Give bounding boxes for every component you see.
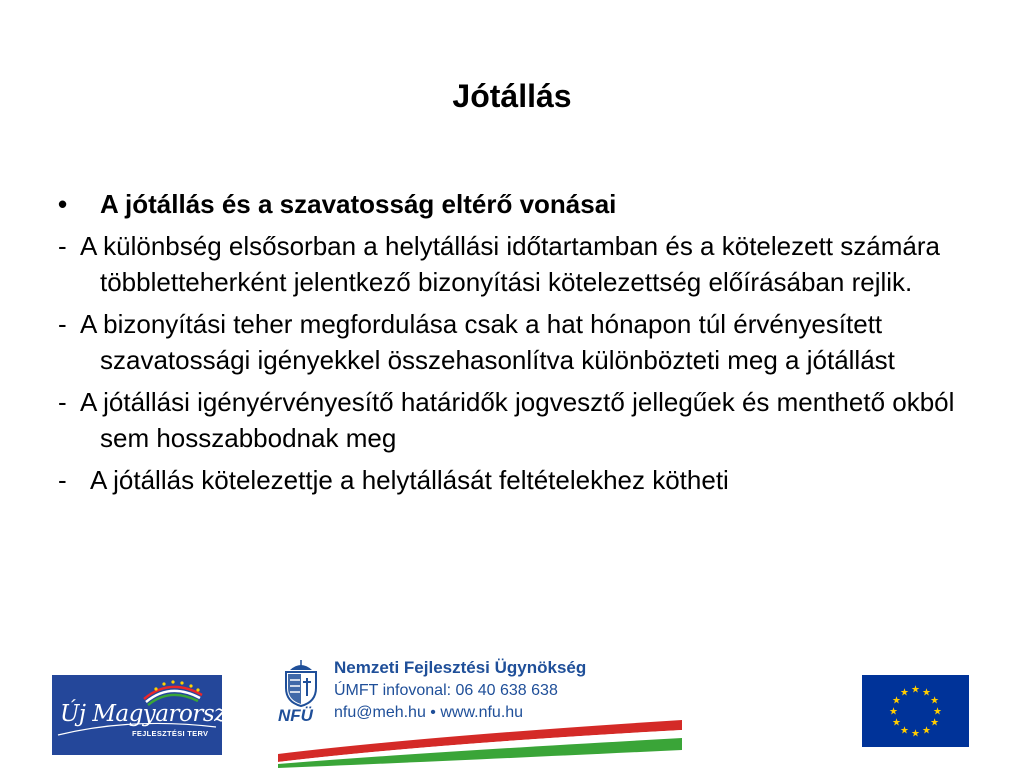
paragraph-4 xyxy=(58,462,978,498)
paragraph-text: A jótállási igényérvényesítő határidők jogvesztő jellegűek és menthető okból sem hosszabbodnak meg xyxy=(80,387,955,453)
paragraph-text: A különbség elsősorban a helytállási időtartamban és a kötelezett számára többletteherként jelentkező bizonyítási kötelezettség előírásában rejlik. xyxy=(80,231,940,297)
nfu-logo xyxy=(278,654,688,768)
eu-star: ★ xyxy=(922,687,931,699)
nfu-contact: nfu@meh.hu • www.nfu.hu xyxy=(334,704,524,721)
paragraph-text: A bizonyítási teher megfordulása csak a hat hónapon túl érvényesített szavatossági igényekkel összehasonlítva különbözteti meg a jótállást xyxy=(80,309,895,375)
logo-script-text: Új Magyarország xyxy=(60,701,254,727)
nfu-abbreviation: NFÜ xyxy=(278,706,313,725)
flag-waves-icon xyxy=(278,710,688,768)
paragraph-text: A jótállás kötelezettje a helytállását feltételekhez kötheti xyxy=(90,465,729,495)
dash-marker: - xyxy=(58,309,67,339)
dash-marker: - xyxy=(58,387,67,417)
hungarian-crest-icon xyxy=(280,660,322,708)
eu-flag xyxy=(862,675,969,747)
eu-star: ★ xyxy=(900,725,909,737)
eu-star: ★ xyxy=(911,684,920,696)
dash-marker: - xyxy=(58,231,67,261)
bullet-heading xyxy=(58,186,978,222)
eu-star: ★ xyxy=(900,687,909,699)
eu-star: ★ xyxy=(891,717,901,729)
paragraph-1 xyxy=(58,228,978,300)
uj-magyarorszag-logo xyxy=(52,675,254,755)
nfu-infovonal: ÚMFT infovonal: 06 40 638 638 xyxy=(334,682,558,699)
dash-marker: - xyxy=(58,465,67,495)
paragraph-3 xyxy=(58,384,978,456)
slide-title: Jótállás xyxy=(452,78,572,114)
nfu-org-name: Nemzeti Fejlesztési Ügynökség xyxy=(334,658,587,677)
eu-star: ★ xyxy=(911,728,920,740)
eu-star: ★ xyxy=(930,717,940,729)
eu-stars-icon xyxy=(862,675,969,747)
eu-star: ★ xyxy=(891,695,901,707)
eu-star: ★ xyxy=(933,706,942,718)
eu-star: ★ xyxy=(930,695,940,707)
eu-star: ★ xyxy=(889,706,898,718)
bullet-heading-text: A jótállás és a szavatosság eltérő vonásai xyxy=(100,189,617,219)
bullet-icon: • xyxy=(58,189,68,219)
slide-content xyxy=(58,186,978,504)
logo-subtitle: FEJLESZTÉSI TERV xyxy=(132,729,209,738)
eu-star: ★ xyxy=(922,725,931,737)
paragraph-2 xyxy=(58,306,978,378)
